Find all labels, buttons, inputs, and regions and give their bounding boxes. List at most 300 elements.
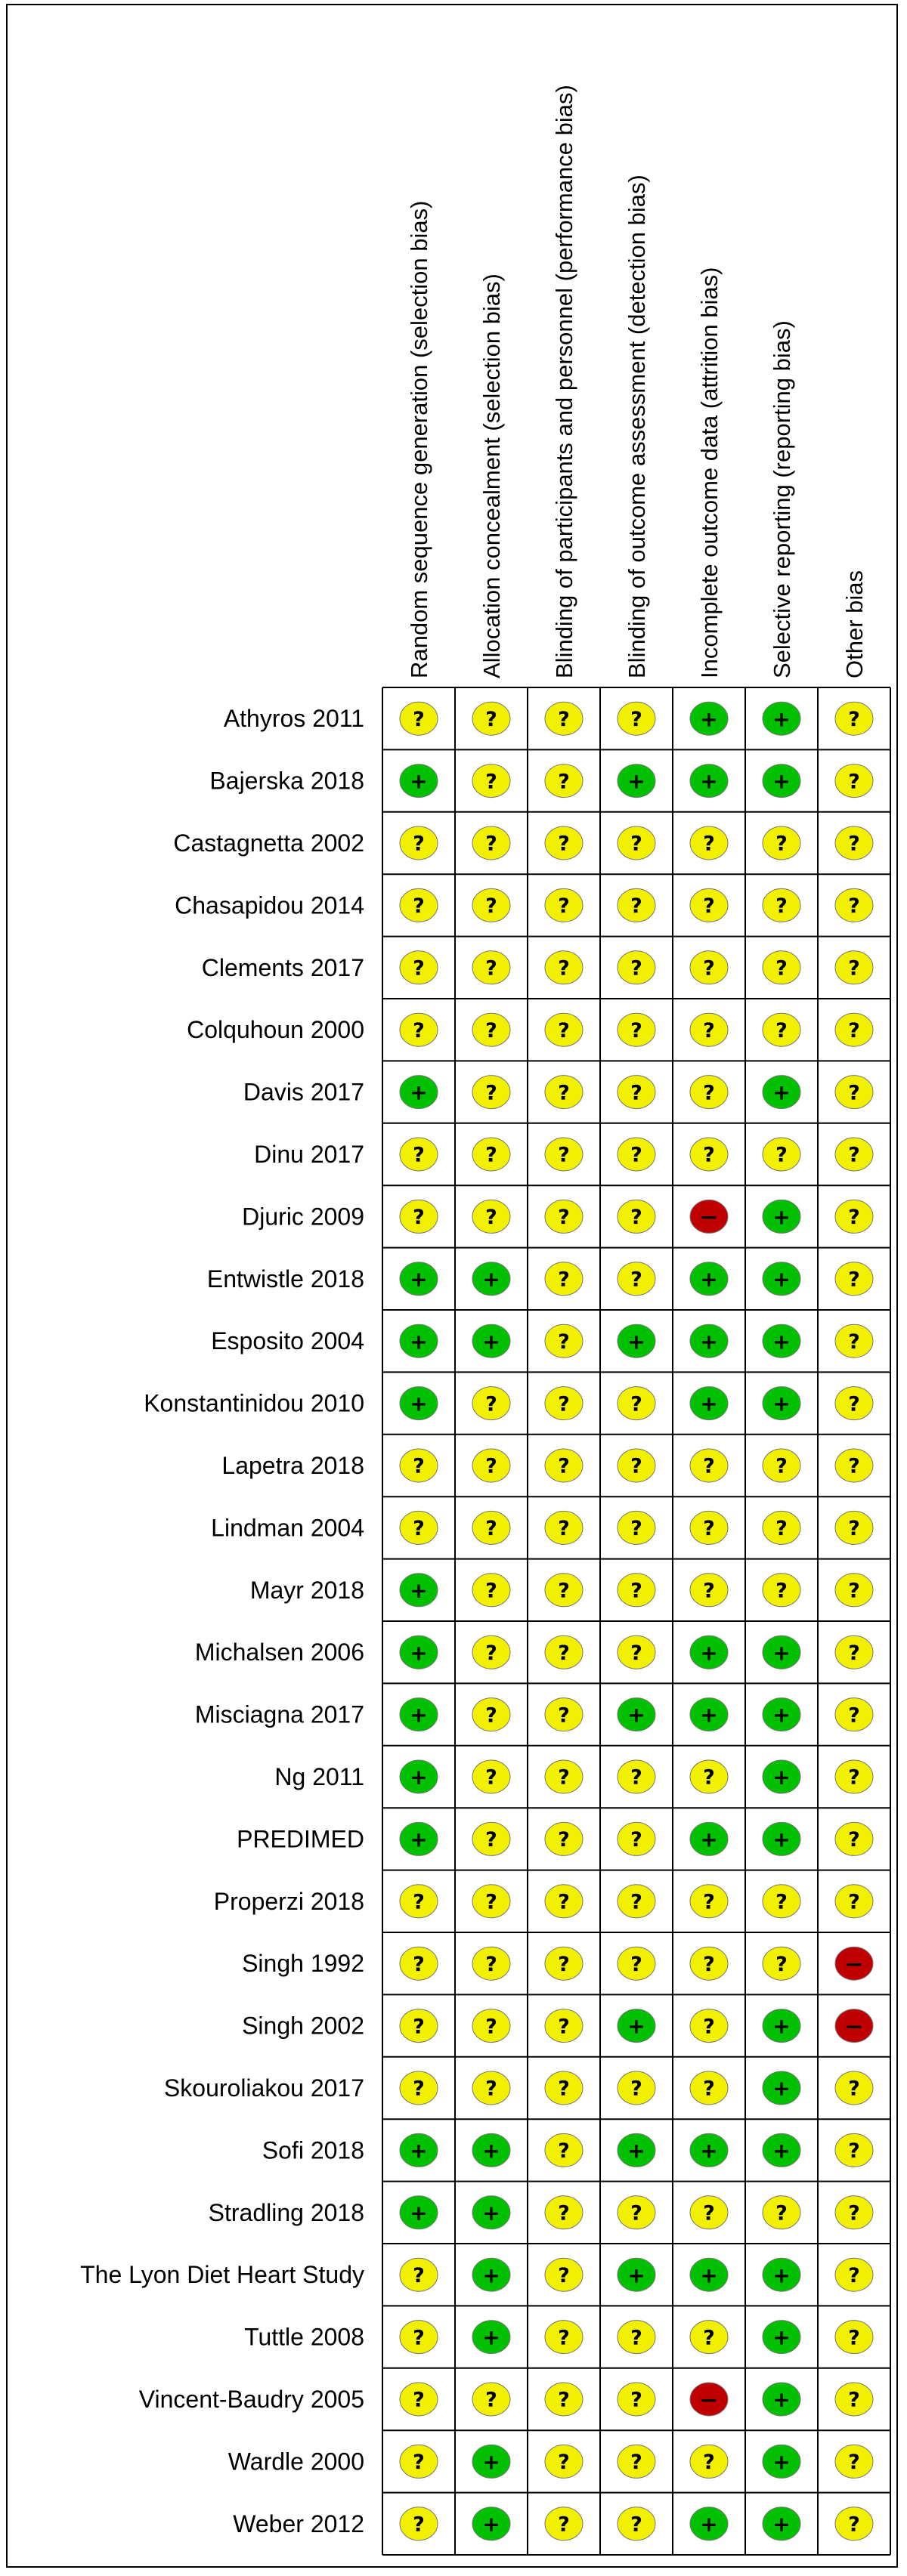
svg-text:+: +: [700, 1702, 718, 1728]
unclear-risk-icon: [545, 2071, 583, 2105]
low-risk-icon: [763, 702, 800, 735]
unclear-risk-icon: [400, 2507, 438, 2540]
unclear-risk-icon: [618, 2507, 655, 2540]
unclear-risk-icon: [400, 1013, 438, 1046]
svg-text:+: +: [627, 1329, 645, 1354]
svg-text:+: +: [410, 1266, 428, 1292]
low-risk-icon: [690, 2133, 728, 2167]
svg-text:+: +: [410, 1702, 428, 1728]
svg-text:?: ?: [485, 1081, 497, 1105]
unclear-risk-icon: [472, 2071, 510, 2105]
unclear-risk-icon: [618, 1200, 655, 1233]
unclear-risk-icon: [618, 1885, 655, 1918]
low-risk-icon: [472, 2445, 510, 2478]
low-risk-icon: [400, 1635, 438, 1669]
svg-text:+: +: [772, 2076, 791, 2102]
svg-text:?: ?: [703, 2077, 715, 2101]
svg-text:?: ?: [485, 1454, 497, 1478]
high-risk-icon: [690, 2383, 728, 2416]
svg-text:+: +: [627, 768, 645, 794]
svg-text:?: ?: [485, 1703, 497, 1728]
study-label-michalsen-2006: Michalsen 2006: [194, 1639, 364, 1666]
svg-text:?: ?: [485, 1392, 497, 1416]
unclear-risk-icon: [472, 764, 510, 798]
column-label-2: Allocation concealment (selection bias): [478, 273, 505, 678]
svg-text:?: ?: [703, 832, 715, 856]
column-label-1: Random sequence generation (selection bias): [406, 200, 432, 678]
svg-text:?: ?: [485, 1765, 497, 1790]
study-label-djuric-2009: Djuric 2009: [242, 1203, 364, 1231]
low-risk-icon: [400, 1387, 438, 1420]
svg-text:?: ?: [558, 1392, 570, 1416]
study-label-properzi-2018: Properzi 2018: [213, 1887, 364, 1915]
svg-text:?: ?: [558, 894, 570, 919]
svg-text:+: +: [410, 1080, 428, 1105]
unclear-risk-icon: [690, 1947, 728, 1980]
svg-text:?: ?: [848, 1517, 860, 1541]
svg-text:?: ?: [848, 1890, 860, 1914]
unclear-risk-icon: [835, 2071, 873, 2105]
low-risk-icon: [400, 1262, 438, 1296]
unclear-risk-icon: [763, 1885, 800, 1918]
svg-text:?: ?: [630, 1268, 642, 1292]
svg-text:?: ?: [848, 1081, 860, 1105]
study-label-lindman-2004: Lindman 2004: [211, 1514, 364, 1542]
svg-text:+: +: [482, 2200, 500, 2225]
unclear-risk-icon: [472, 702, 510, 735]
svg-text:?: ?: [558, 2388, 570, 2412]
svg-text:?: ?: [630, 832, 642, 856]
low-risk-icon: [618, 2009, 655, 2043]
unclear-risk-icon: [618, 951, 655, 984]
unclear-risk-icon: [835, 702, 873, 735]
column-label-5: Incomplete outcome data (attrition bias): [696, 267, 723, 678]
low-risk-icon: [472, 2133, 510, 2167]
svg-text:?: ?: [558, 2263, 570, 2287]
svg-text:?: ?: [558, 1143, 570, 1167]
unclear-risk-icon: [835, 2507, 873, 2540]
svg-text:+: +: [772, 2324, 791, 2350]
unclear-risk-icon: [835, 1138, 873, 1171]
unclear-risk-icon: [835, 2445, 873, 2478]
svg-text:?: ?: [558, 1641, 570, 1665]
unclear-risk-icon: [472, 1635, 510, 1669]
unclear-risk-icon: [690, 826, 728, 860]
low-risk-icon: [618, 1698, 655, 1731]
low-risk-icon: [472, 1324, 510, 1357]
unclear-risk-icon: [618, 1076, 655, 1109]
svg-text:?: ?: [413, 956, 425, 981]
svg-text:?: ?: [485, 1018, 497, 1042]
study-label-mayr-2018: Mayr 2018: [249, 1576, 364, 1604]
svg-text:?: ?: [558, 770, 570, 794]
study-label-weber-2012: Weber 2012: [233, 2510, 364, 2537]
svg-text:?: ?: [558, 2077, 570, 2101]
svg-text:?: ?: [413, 1018, 425, 1042]
svg-text:?: ?: [630, 1517, 642, 1541]
unclear-risk-icon: [472, 1885, 510, 1918]
svg-text:?: ?: [413, 2326, 425, 2350]
svg-text:?: ?: [703, 1143, 715, 1167]
svg-text:+: +: [410, 1577, 428, 1603]
low-risk-icon: [400, 1324, 438, 1357]
low-risk-icon: [763, 1262, 800, 1296]
svg-text:?: ?: [848, 770, 860, 794]
unclear-risk-icon: [835, 2258, 873, 2291]
unclear-risk-icon: [835, 2383, 873, 2416]
unclear-risk-icon: [618, 1760, 655, 1793]
svg-text:+: +: [772, 1702, 791, 1728]
unclear-risk-icon: [690, 1013, 728, 1046]
unclear-risk-icon: [400, 1449, 438, 1482]
svg-text:?: ?: [775, 1018, 788, 1042]
svg-text:?: ?: [848, 2388, 860, 2412]
study-label-skouroliakou-2017: Skouroliakou 2017: [163, 2074, 364, 2102]
unclear-risk-icon: [545, 826, 583, 860]
svg-text:?: ?: [558, 956, 570, 981]
unclear-risk-icon: [400, 1947, 438, 1980]
svg-text:?: ?: [630, 894, 642, 919]
svg-text:?: ?: [630, 2388, 642, 2412]
unclear-risk-icon: [763, 1574, 800, 1607]
column-label-6: Selective reporting (reporting bias): [769, 320, 795, 678]
svg-text:?: ?: [558, 2451, 570, 2475]
unclear-risk-icon: [545, 702, 583, 735]
svg-text:+: +: [410, 768, 428, 794]
unclear-risk-icon: [400, 2321, 438, 2354]
svg-text:?: ?: [703, 2451, 715, 2475]
unclear-risk-icon: [618, 2321, 655, 2354]
unclear-risk-icon: [545, 1822, 583, 1855]
low-risk-icon: [690, 1262, 728, 1296]
study-label-chasapidou-2014: Chasapidou 2014: [175, 891, 364, 919]
svg-text:?: ?: [413, 894, 425, 919]
svg-text:?: ?: [630, 1206, 642, 1230]
svg-text:?: ?: [558, 1206, 570, 1230]
svg-text:?: ?: [703, 2201, 715, 2225]
svg-text:?: ?: [848, 832, 860, 856]
svg-text:?: ?: [775, 956, 788, 981]
unclear-risk-icon: [545, 2321, 583, 2354]
unclear-risk-icon: [690, 951, 728, 984]
svg-text:?: ?: [848, 2201, 860, 2225]
low-risk-icon: [763, 1698, 800, 1731]
study-label-tuttle-2008: Tuttle 2008: [244, 2323, 364, 2351]
unclear-risk-icon: [545, 2009, 583, 2043]
svg-text:+: +: [772, 1640, 791, 1666]
low-risk-icon: [690, 1387, 728, 1420]
low-risk-icon: [472, 1262, 510, 1296]
low-risk-icon: [618, 764, 655, 798]
svg-text:?: ?: [848, 1765, 860, 1790]
svg-text:?: ?: [848, 2513, 860, 2537]
svg-text:?: ?: [630, 1143, 642, 1167]
unclear-risk-icon: [763, 1013, 800, 1046]
svg-text:?: ?: [558, 1517, 570, 1541]
svg-text:+: +: [772, 1391, 791, 1416]
svg-text:?: ?: [485, 2388, 497, 2412]
unclear-risk-icon: [690, 2445, 728, 2478]
svg-text:+: +: [700, 1640, 718, 1666]
svg-text:?: ?: [413, 2451, 425, 2475]
svg-text:?: ?: [558, 1703, 570, 1728]
svg-text:+: +: [482, 2262, 500, 2288]
svg-text:?: ?: [413, 2263, 425, 2287]
svg-text:?: ?: [630, 1952, 642, 1976]
svg-text:?: ?: [630, 1890, 642, 1914]
svg-text:?: ?: [413, 1890, 425, 1914]
svg-text:?: ?: [703, 1517, 715, 1541]
svg-text:?: ?: [848, 707, 860, 731]
unclear-risk-icon: [472, 1449, 510, 1482]
svg-text:?: ?: [485, 894, 497, 919]
low-risk-icon: [763, 1200, 800, 1233]
unclear-risk-icon: [545, 2507, 583, 2540]
svg-text:?: ?: [558, 2513, 570, 2537]
svg-text:+: +: [482, 2449, 500, 2475]
svg-text:?: ?: [485, 1828, 497, 1852]
svg-text:?: ?: [703, 1081, 715, 1105]
low-risk-icon: [400, 2133, 438, 2167]
svg-text:+: +: [410, 2138, 428, 2164]
study-label-castagnetta-2002: Castagnetta 2002: [173, 829, 364, 857]
unclear-risk-icon: [545, 1324, 583, 1357]
unclear-risk-icon: [835, 888, 873, 922]
unclear-risk-icon: [835, 1698, 873, 1731]
svg-text:+: +: [700, 1391, 718, 1416]
svg-text:?: ?: [413, 1517, 425, 1541]
unclear-risk-icon: [400, 2009, 438, 2043]
low-risk-icon: [690, 2507, 728, 2540]
unclear-risk-icon: [545, 951, 583, 984]
unclear-risk-icon: [835, 1574, 873, 1607]
svg-text:+: +: [482, 2324, 500, 2350]
unclear-risk-icon: [545, 1885, 583, 1918]
svg-text:?: ?: [775, 1454, 788, 1478]
unclear-risk-icon: [618, 1013, 655, 1046]
unclear-risk-icon: [835, 1076, 873, 1109]
svg-text:?: ?: [848, 1641, 860, 1665]
low-risk-icon: [763, 2009, 800, 2043]
unclear-risk-icon: [618, 1574, 655, 1607]
svg-text:?: ?: [485, 1517, 497, 1541]
svg-text:?: ?: [703, 1890, 715, 1914]
svg-text:?: ?: [703, 894, 715, 919]
svg-text:?: ?: [848, 894, 860, 919]
svg-text:?: ?: [558, 2201, 570, 2225]
study-label-clements-2017: Clements 2017: [201, 953, 364, 981]
svg-text:?: ?: [630, 1765, 642, 1790]
svg-text:+: +: [772, 2013, 791, 2039]
unclear-risk-icon: [618, 826, 655, 860]
svg-text:?: ?: [630, 707, 642, 731]
svg-text:?: ?: [703, 1018, 715, 1042]
svg-text:+: +: [772, 2262, 791, 2288]
study-labels: [80, 705, 364, 2537]
study-label-the-lyon-diet-heart-study: The Lyon Diet Heart Study: [80, 2261, 364, 2289]
svg-text:?: ?: [485, 770, 497, 794]
svg-text:?: ?: [775, 1517, 788, 1541]
unclear-risk-icon: [690, 1449, 728, 1482]
low-risk-icon: [763, 1635, 800, 1669]
unclear-risk-icon: [618, 2383, 655, 2416]
svg-text:?: ?: [558, 2015, 570, 2039]
svg-text:?: ?: [703, 1579, 715, 1603]
low-risk-icon: [763, 1760, 800, 1793]
low-risk-icon: [763, 2321, 800, 2354]
svg-text:−: −: [844, 1951, 864, 1978]
unclear-risk-icon: [690, 1511, 728, 1544]
unclear-risk-icon: [763, 826, 800, 860]
unclear-risk-icon: [690, 1574, 728, 1607]
unclear-risk-icon: [618, 2445, 655, 2478]
unclear-risk-icon: [400, 702, 438, 735]
svg-text:−: −: [699, 1204, 719, 1231]
unclear-risk-icon: [835, 2196, 873, 2229]
svg-text:?: ?: [558, 1579, 570, 1603]
svg-text:?: ?: [630, 1018, 642, 1042]
low-risk-icon: [690, 702, 728, 735]
unclear-risk-icon: [763, 1449, 800, 1482]
low-risk-icon: [400, 1822, 438, 1855]
study-label-singh-1992: Singh 1992: [242, 1950, 364, 1978]
unclear-risk-icon: [472, 1574, 510, 1607]
unclear-risk-icon: [835, 1324, 873, 1357]
unclear-risk-icon: [618, 1822, 655, 1855]
svg-text:+: +: [772, 768, 791, 794]
svg-text:?: ?: [558, 1952, 570, 1976]
svg-text:?: ?: [485, 1641, 497, 1665]
low-risk-icon: [763, 1324, 800, 1357]
unclear-risk-icon: [763, 1138, 800, 1171]
unclear-risk-icon: [690, 1885, 728, 1918]
unclear-risk-icon: [545, 1635, 583, 1669]
unclear-risk-icon: [763, 1511, 800, 1544]
low-risk-icon: [763, 2071, 800, 2105]
unclear-risk-icon: [400, 1885, 438, 1918]
low-risk-icon: [472, 2258, 510, 2291]
svg-text:+: +: [482, 2511, 500, 2537]
unclear-risk-icon: [545, 764, 583, 798]
svg-text:+: +: [627, 2138, 645, 2164]
unclear-risk-icon: [835, 1760, 873, 1793]
svg-text:?: ?: [485, 1206, 497, 1230]
svg-text:+: +: [700, 706, 718, 732]
judgement-grid: [382, 687, 890, 2555]
unclear-risk-icon: [690, 1138, 728, 1171]
low-risk-icon: [618, 2133, 655, 2167]
svg-text:?: ?: [630, 1828, 642, 1852]
study-label-colquhoun-2000: Colquhoun 2000: [187, 1016, 364, 1044]
svg-text:?: ?: [413, 707, 425, 731]
svg-text:?: ?: [848, 2326, 860, 2350]
unclear-risk-icon: [472, 826, 510, 860]
unclear-risk-icon: [400, 826, 438, 860]
svg-text:?: ?: [703, 1952, 715, 1976]
unclear-risk-icon: [545, 1387, 583, 1420]
low-risk-icon: [400, 1698, 438, 1731]
unclear-risk-icon: [545, 1511, 583, 1544]
unclear-risk-icon: [835, 1822, 873, 1855]
low-risk-icon: [400, 764, 438, 798]
svg-text:?: ?: [848, 2451, 860, 2475]
low-risk-icon: [763, 764, 800, 798]
svg-text:+: +: [772, 2511, 791, 2537]
unclear-risk-icon: [472, 1013, 510, 1046]
unclear-risk-icon: [400, 1511, 438, 1544]
svg-text:?: ?: [558, 1890, 570, 1914]
svg-text:?: ?: [630, 1641, 642, 1665]
study-label-sofi-2018: Sofi 2018: [262, 2136, 364, 2164]
study-label-athyros-2011: Athyros 2011: [223, 705, 364, 733]
svg-text:+: +: [700, 2262, 718, 2288]
svg-text:+: +: [772, 1266, 791, 1292]
svg-text:?: ?: [703, 1454, 715, 1478]
svg-text:?: ?: [775, 1952, 788, 1976]
svg-text:?: ?: [558, 1454, 570, 1478]
study-label-singh-2002: Singh 2002: [242, 2012, 364, 2040]
unclear-risk-icon: [835, 1885, 873, 1918]
svg-text:?: ?: [630, 2077, 642, 2101]
svg-text:?: ?: [630, 1392, 642, 1416]
svg-text:+: +: [772, 1827, 791, 1852]
svg-text:?: ?: [485, 1952, 497, 1976]
unclear-risk-icon: [835, 1262, 873, 1296]
unclear-risk-icon: [545, 2445, 583, 2478]
svg-text:?: ?: [558, 1268, 570, 1292]
unclear-risk-icon: [472, 1387, 510, 1420]
svg-text:−: −: [844, 2013, 864, 2040]
svg-text:+: +: [410, 1329, 428, 1354]
study-label-esposito-2004: Esposito 2004: [211, 1327, 364, 1355]
unclear-risk-icon: [835, 826, 873, 860]
svg-text:?: ?: [775, 1143, 788, 1167]
svg-text:+: +: [772, 2449, 791, 2475]
svg-text:?: ?: [775, 894, 788, 919]
svg-text:?: ?: [485, 2077, 497, 2101]
svg-text:?: ?: [630, 2513, 642, 2537]
study-label-misciagna-2017: Misciagna 2017: [194, 1700, 364, 1728]
svg-text:+: +: [410, 1640, 428, 1666]
low-risk-icon: [690, 1635, 728, 1669]
low-risk-icon: [690, 1698, 728, 1731]
svg-text:+: +: [627, 2262, 645, 2288]
unclear-risk-icon: [472, 888, 510, 922]
unclear-risk-icon: [472, 2009, 510, 2043]
svg-text:?: ?: [413, 1952, 425, 1976]
svg-text:?: ?: [848, 2077, 860, 2101]
svg-text:?: ?: [413, 832, 425, 856]
unclear-risk-icon: [472, 1138, 510, 1171]
svg-text:?: ?: [630, 2201, 642, 2225]
unclear-risk-icon: [545, 1138, 583, 1171]
low-risk-icon: [763, 1076, 800, 1109]
low-risk-icon: [690, 764, 728, 798]
svg-text:−: −: [699, 2386, 719, 2414]
unclear-risk-icon: [545, 2258, 583, 2291]
svg-text:+: +: [772, 706, 791, 732]
svg-text:+: +: [627, 2013, 645, 2039]
study-label-wardle-2000: Wardle 2000: [228, 2448, 364, 2476]
svg-text:+: +: [772, 2138, 791, 2164]
unclear-risk-icon: [618, 1947, 655, 1980]
unclear-risk-icon: [690, 888, 728, 922]
svg-text:?: ?: [485, 2015, 497, 2039]
svg-text:?: ?: [848, 1018, 860, 1042]
unclear-risk-icon: [472, 951, 510, 984]
svg-text:?: ?: [485, 1143, 497, 1167]
svg-text:+: +: [772, 1204, 791, 1230]
